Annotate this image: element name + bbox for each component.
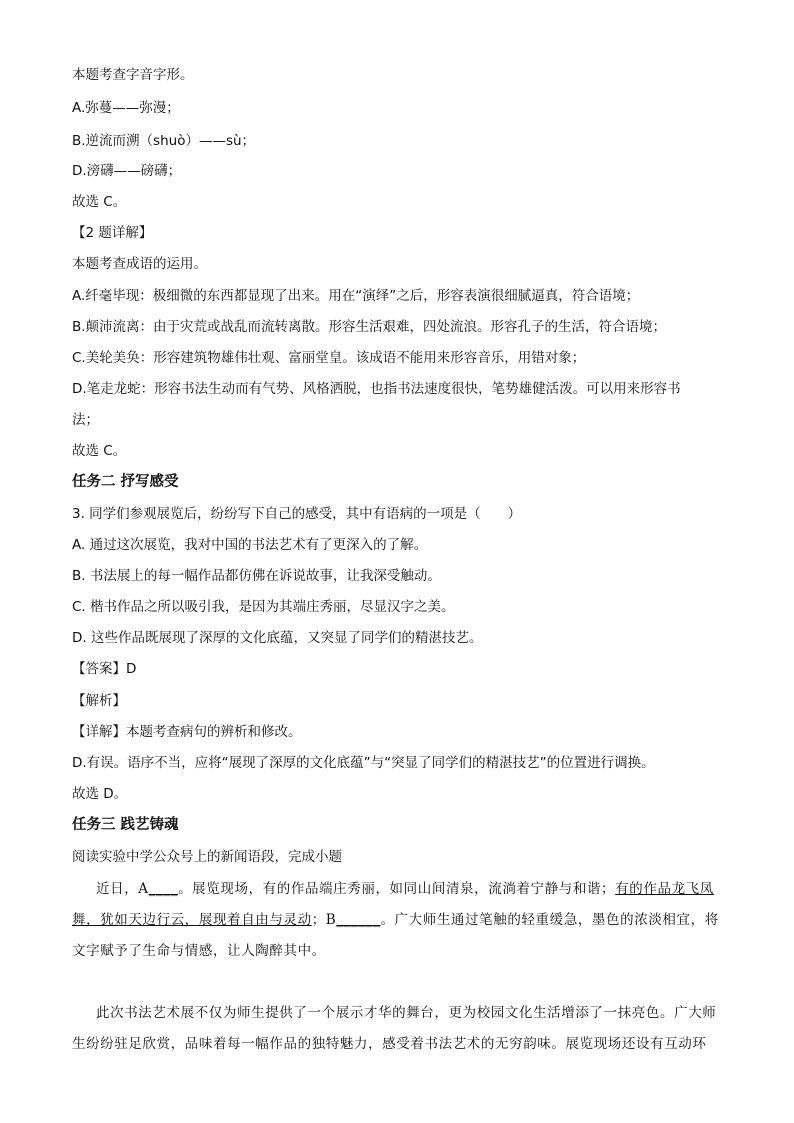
text-line: 故选 D。 xyxy=(72,786,128,802)
option-a: A. 通过这次展览，我对中国的书法艺术有了更深入的了解。 xyxy=(72,537,428,553)
task-heading: 任务三 践艺铸魂 xyxy=(72,817,179,833)
text-line: D.笔走龙蛇：形容书法生动而有气势、风格洒脱，也指书法速度很快，笔势雄健活泼。可以用来形容书 xyxy=(72,381,681,397)
question-stem: 3. 同学们参观展览后，纷纷写下自己的感受，其中有语病的一项是（ ） xyxy=(72,506,522,522)
passage-line: 舞，犹如天边行云，展现着自由与灵动；B______。广大师生通过笔触的轻重缓急，墨色的浓淡相宜，将 xyxy=(72,912,719,928)
text-line: 阅读实验中学公众号上的新闻语段，完成小题 xyxy=(72,849,342,865)
underlined-sentence: 有的作品龙飞凤 xyxy=(615,881,714,897)
passage-line: 近日，A____。展览现场，有的作品端庄秀丽，如同山间清泉，流淌着宁静与和谐；有的作品龙飞凤 xyxy=(96,881,714,897)
passage-line: 此次书法艺术展不仅为师生提供了一个展示才华的舞台，更为校园文化生活增添了一抹亮色。广大师 xyxy=(96,1005,717,1021)
text-line: 法； xyxy=(72,412,99,428)
text-line: A.弥蔓——弥漫； xyxy=(72,100,180,116)
blank-b: ______ xyxy=(336,912,381,928)
text-line: 本题考查字音字形。 xyxy=(72,67,194,83)
task-heading: 任务二 抒写感受 xyxy=(72,474,179,490)
text-line: 【详解】本题考查病句的辨析和修改。 xyxy=(72,724,302,740)
passage-line: 文字赋予了生命与情感，让人陶醉其中。 xyxy=(72,943,326,959)
text-line: 故选 C。 xyxy=(72,194,127,210)
section-heading: 【2 题详解】 xyxy=(72,225,153,241)
text-line: B.逆流而溯（shuò）——sù； xyxy=(72,133,256,149)
option-d: D. 这些作品既展现了深厚的文化底蕴，又突显了同学们的精湛技艺。 xyxy=(72,630,483,646)
option-c: C. 楷书作品之所以吸引我，是因为其端庄秀丽，尽显汉字之美。 xyxy=(72,599,455,615)
blank-a: ____ xyxy=(148,881,179,897)
text-line: D.滂礴——磅礴； xyxy=(72,163,182,179)
text-line: D.有误。语序不当，应将“展现了深厚的文化底蕴”与“突显了同学们的精湛技艺”的位置进行调换。 xyxy=(72,755,655,771)
passage-line: 生纷纷驻足欣赏，品味着每一幅作品的独特魅力，感受着书法艺术的无穷韵味。展览现场还设有互动环 xyxy=(72,1036,707,1052)
underlined-sentence: 舞，犹如天边行云，展现着自由与灵动 xyxy=(72,912,312,928)
text-line: A.纤毫毕现：极细微的东西都显现了出来。用在“演绎”之后，形容表演很细腻逼真，符合语境； xyxy=(72,288,640,304)
text-line: 故选 C。 xyxy=(72,443,127,459)
option-b: B. 书法展上的每一幅作品都仿佛在诉说故事，让我深受触动。 xyxy=(72,568,441,584)
analysis-heading: 【解析】 xyxy=(72,693,126,709)
text-line: C.美轮美奂：形容建筑物雄伟壮观、富丽堂皇。该成语不能用来形容音乐，用错对象； xyxy=(72,350,586,366)
text-line: B.颠沛流离：由于灾荒或战乱而流转离散。形容生活艰难，四处流浪。形容孔子的生活，符合语境； xyxy=(72,319,667,335)
text-line: 本题考查成语的运用。 xyxy=(72,256,207,272)
answer-line: 【答案】D xyxy=(72,661,137,677)
